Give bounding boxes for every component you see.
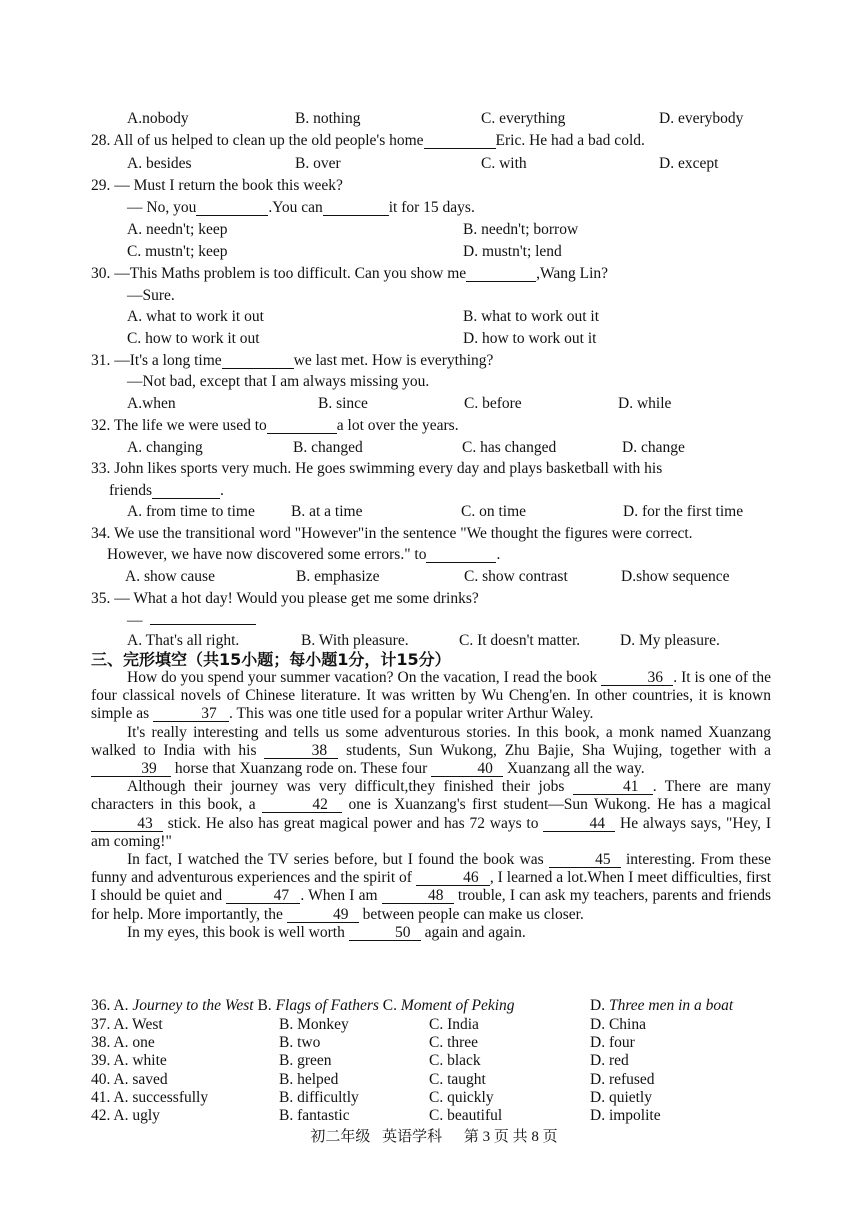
q36-option-c: Moment of Peking <box>400 997 515 1014</box>
q35-option-a: A. That's all right. <box>127 632 240 649</box>
cloze-blank-44: 44 <box>543 816 615 832</box>
q31-response: —Not bad, except that I am always missing you. <box>127 373 430 390</box>
passage-text: , I learned a lot.When I meet difficulties, first I should be quiet and <box>91 869 771 905</box>
cloze-option-40-d: D. refused <box>590 1070 655 1088</box>
q30-response: —Sure. <box>127 287 175 304</box>
q33-option-d: D. for the first time <box>623 503 744 520</box>
q34-text: However, we have now discovered some errors." to <box>107 546 427 563</box>
cloze-option-42-a: 42. A. ugly <box>91 1107 160 1124</box>
q29-stem: 29. — Must I return the book this week? <box>91 177 343 194</box>
q32-text: 32. The life we were used to <box>91 417 267 434</box>
q35-response <box>127 612 256 630</box>
q36-option-b: Flags of Fathers <box>275 997 379 1014</box>
passage-text: He always says, "Hey, I am coming!" <box>91 814 771 850</box>
cloze-option-41-d: D. quietly <box>590 1088 652 1106</box>
q30-option-c: C. how to work it out <box>127 330 260 347</box>
q28-text: 28. All of us helped to clean up the old people's home <box>91 132 424 149</box>
q30-option-d: D. how to work out it <box>463 330 597 347</box>
q30-option-a: A. what to work it out <box>127 308 264 325</box>
cloze-option-40-b: B. helped <box>279 1070 339 1088</box>
passage-text: students, Sun Wukong, Zhu Bajie, Sha Wujing, together with a <box>338 741 771 759</box>
passage-text: In my eyes, this book is well worth <box>127 923 349 941</box>
cloze-option-39-c: C. black <box>429 1052 481 1070</box>
cloze-blank-50: 50 <box>349 925 421 941</box>
q36-number: 36. A. <box>91 997 133 1014</box>
passage-paragraph-3 <box>91 778 771 851</box>
q35-option-b: B. With pleasure. <box>301 632 409 649</box>
cloze-option-38-a: 38. A. one <box>91 1034 155 1052</box>
q31-option-b: B. since <box>318 395 368 412</box>
q36-options <box>91 997 515 1015</box>
q27-options <box>127 110 743 128</box>
q28-option-a: A. besides <box>127 155 192 172</box>
q34-option-a: A. show cause <box>125 568 215 585</box>
cloze-blank-42: 42 <box>262 797 342 813</box>
cloze-option-42-d: D. impolite <box>590 1107 661 1124</box>
passage-paragraph-4 <box>91 851 771 924</box>
cloze-option-37-a: 37. A. West <box>91 1016 163 1033</box>
cloze-option-39-a: 39. A. white <box>91 1052 167 1070</box>
passage-text: It's really interesting and tells us some adventurous stories. In this book, a monk named Xuanzang walked to India with his <box>91 723 771 759</box>
q30-option-b: B. what to work out it <box>463 308 600 325</box>
cloze-option-37-b: B. Monkey <box>279 1016 349 1033</box>
q33-stem-cont <box>109 482 224 500</box>
passage-text: interesting. From these funny and adventurous experiences and the spirit of <box>91 851 771 887</box>
cloze-option-41-b: B. difficultly <box>279 1088 359 1106</box>
footer-subject: 英语学科 <box>382 1129 443 1145</box>
q34-options <box>125 568 729 586</box>
cloze-blank-37: 37 <box>153 706 229 722</box>
q31-option-d: D. while <box>618 395 672 412</box>
q29-text: — No, you <box>127 199 197 216</box>
passage-text: Although their journey was very difficult,they finished their jobs <box>127 778 573 796</box>
answer-blank <box>424 133 496 149</box>
cloze-option-41-c: C. quickly <box>429 1088 494 1106</box>
q28-options <box>127 155 718 173</box>
cloze-option-42-c: C. beautiful <box>429 1107 503 1124</box>
cloze-option-37-d: D. China <box>590 1016 646 1033</box>
cloze-blank-47: 47 <box>226 888 300 904</box>
passage-text: trouble, I can ask my teachers, parents and friends for help. More importantly, the <box>91 887 771 923</box>
q29-response <box>127 199 475 217</box>
q29-text-end: it for 15 days. <box>388 199 475 216</box>
footer-grade: 初二年级 <box>310 1129 371 1145</box>
q29-option-d: D. mustn't; lend <box>463 243 562 260</box>
q32-option-b: B. changed <box>293 439 363 456</box>
q31-stem <box>91 352 493 370</box>
q33-option-b: B. at a time <box>291 503 363 520</box>
answer-blank <box>466 266 536 282</box>
passage-text: Xuanzang all the way. <box>503 760 645 778</box>
q27-option-c: C. everything <box>481 110 566 127</box>
passage-paragraph-1 <box>91 669 771 724</box>
q32-option-d: D. change <box>622 439 685 456</box>
cloze-blank-49: 49 <box>287 907 359 923</box>
q29-option-b: B. needn't; borrow <box>463 221 579 238</box>
cloze-blank-39: 39 <box>91 761 171 777</box>
q34-stem: 34. We use the transitional word "However"in the sentence "We thought the figures were correct. <box>91 525 693 542</box>
q32-text-end: a lot over the years. <box>336 417 459 434</box>
passage-text: between people can make us closer. <box>358 905 584 923</box>
cloze-blank-43: 43 <box>91 816 163 832</box>
q31-option-a: A.when <box>127 395 176 412</box>
q29-option-a: A. needn't; keep <box>127 221 228 238</box>
cloze-blank-41: 41 <box>573 779 653 795</box>
q36-label-d: D. <box>590 997 609 1014</box>
q28-option-c: C. with <box>481 155 527 172</box>
answer-blank <box>426 547 496 563</box>
q33-option-a: A. from time to time <box>127 503 255 520</box>
cloze-option-40-c: C. taught <box>429 1070 486 1088</box>
q34-stem-cont <box>107 546 500 564</box>
cloze-option-40-a: 40. A. saved <box>91 1070 168 1088</box>
q28-option-d: D. except <box>659 155 719 172</box>
q28-stem <box>91 132 645 150</box>
passage-text: horse that Xuanzang rode on. These four <box>171 760 432 778</box>
q28-option-b: B. over <box>295 155 341 172</box>
passage-text: In fact, I watched the TV series before, but I found the book was <box>127 851 549 869</box>
q29-option-c: C. mustn't; keep <box>127 243 228 260</box>
cloze-blank-40: 40 <box>431 761 503 777</box>
cloze-blank-48: 48 <box>382 888 454 904</box>
q32-stem <box>91 417 459 435</box>
q36-label-c: C. <box>378 997 401 1014</box>
cloze-option-39-b: B. green <box>279 1052 332 1070</box>
passage-text: again and again. <box>420 923 526 941</box>
q34-option-c: C. show contrast <box>464 568 568 585</box>
q31-text: 31. —It's a long time <box>91 352 222 369</box>
answer-blank <box>323 200 389 216</box>
answer-blank <box>152 483 220 499</box>
passage-text: . There are many characters in this book, a <box>91 778 771 814</box>
q36-option-d-wrap <box>590 997 733 1015</box>
answer-blank <box>267 418 337 434</box>
answer-blank <box>222 353 294 369</box>
cloze-blank-46: 46 <box>416 870 490 886</box>
cloze-option-41-a: 41. A. successfully <box>91 1088 209 1106</box>
cloze-passage <box>91 669 771 942</box>
q35-stem: 35. — What a hot day! Would you please get me some drinks? <box>91 590 479 607</box>
passage-paragraph-5 <box>91 924 771 942</box>
cloze-option-38-d: D. four <box>590 1034 635 1052</box>
q31-options <box>127 395 671 413</box>
q31-text-end: we last met. How is everything? <box>293 352 494 369</box>
cloze-option-42-b: B. fantastic <box>279 1107 350 1124</box>
section-title: 三、完形填空（共15小题；每小题1分，计15分） <box>91 650 451 669</box>
q32-option-a: A. changing <box>127 439 203 456</box>
cloze-blank-45: 45 <box>549 852 621 868</box>
passage-text: How do you spend your summer vacation? On the vacation, I read the book <box>127 669 602 686</box>
q32-options <box>127 439 685 457</box>
cloze-option-38-c: C. three <box>429 1034 479 1052</box>
answer-blank <box>150 612 256 625</box>
cloze-option-39-d: D. red <box>590 1052 629 1070</box>
cloze-option-38-b: B. two <box>279 1034 321 1052</box>
q35-option-d: D. My pleasure. <box>620 632 720 649</box>
q30-text: 30. —This Maths problem is too difficult. Can you show me <box>91 265 467 282</box>
cloze-option-37-c: C. India <box>429 1016 479 1033</box>
q30-stem <box>91 265 608 283</box>
q36-option-a: Journey to the West <box>132 997 254 1014</box>
q31-option-c: C. before <box>464 395 522 412</box>
passage-paragraph-2 <box>91 724 771 779</box>
answer-blank <box>196 200 268 216</box>
page-footer <box>0 1128 868 1146</box>
cloze-blank-38: 38 <box>264 743 338 759</box>
passage-text: one is Xuanzang's first student—Sun Wukong. He has a magical <box>342 796 772 814</box>
q35-dash: — <box>127 612 143 629</box>
q33-stem: 33. John likes sports very much. He goes swimming every day and plays basketball with his <box>91 460 663 477</box>
q33-text: friends <box>109 482 153 499</box>
passage-text: . It is one of the four classical novels of Chinese literature. It was written by Wu Cheng'en. In other countries, it is known simple as <box>91 669 771 723</box>
q29-text-mid: .You can <box>268 199 323 216</box>
q36-label-b: B. <box>253 997 276 1014</box>
q30-text-end: ,Wang Lin? <box>536 265 609 282</box>
q27-option-d: D. everybody <box>659 110 744 127</box>
q33-text-end: . <box>220 482 224 499</box>
q36-option-d: Three men in a boat <box>608 997 734 1014</box>
q32-option-c: C. has changed <box>462 439 557 456</box>
q27-option-a: A.nobody <box>127 110 189 127</box>
q33-options <box>127 503 743 521</box>
q35-options <box>127 632 720 650</box>
q34-option-b: B. emphasize <box>296 568 380 585</box>
passage-text: . This was one title used for a popular writer Arthur Waley. <box>229 705 594 723</box>
cloze-blank-36: 36 <box>601 670 673 686</box>
q34-text-end: . <box>496 546 501 563</box>
q27-option-b: B. nothing <box>295 110 361 127</box>
q33-option-c: C. on time <box>461 503 527 520</box>
q35-option-c: C. It doesn't matter. <box>459 632 581 649</box>
passage-text: . When I am <box>300 887 382 905</box>
q34-option-d: D.show sequence <box>621 568 730 585</box>
footer-page-number: 第 3 页 共 8 页 <box>463 1129 558 1145</box>
passage-text: stick. He also has great magical power and has 72 ways to <box>163 814 544 832</box>
q28-text-end: Eric. He had a bad cold. <box>495 132 645 149</box>
